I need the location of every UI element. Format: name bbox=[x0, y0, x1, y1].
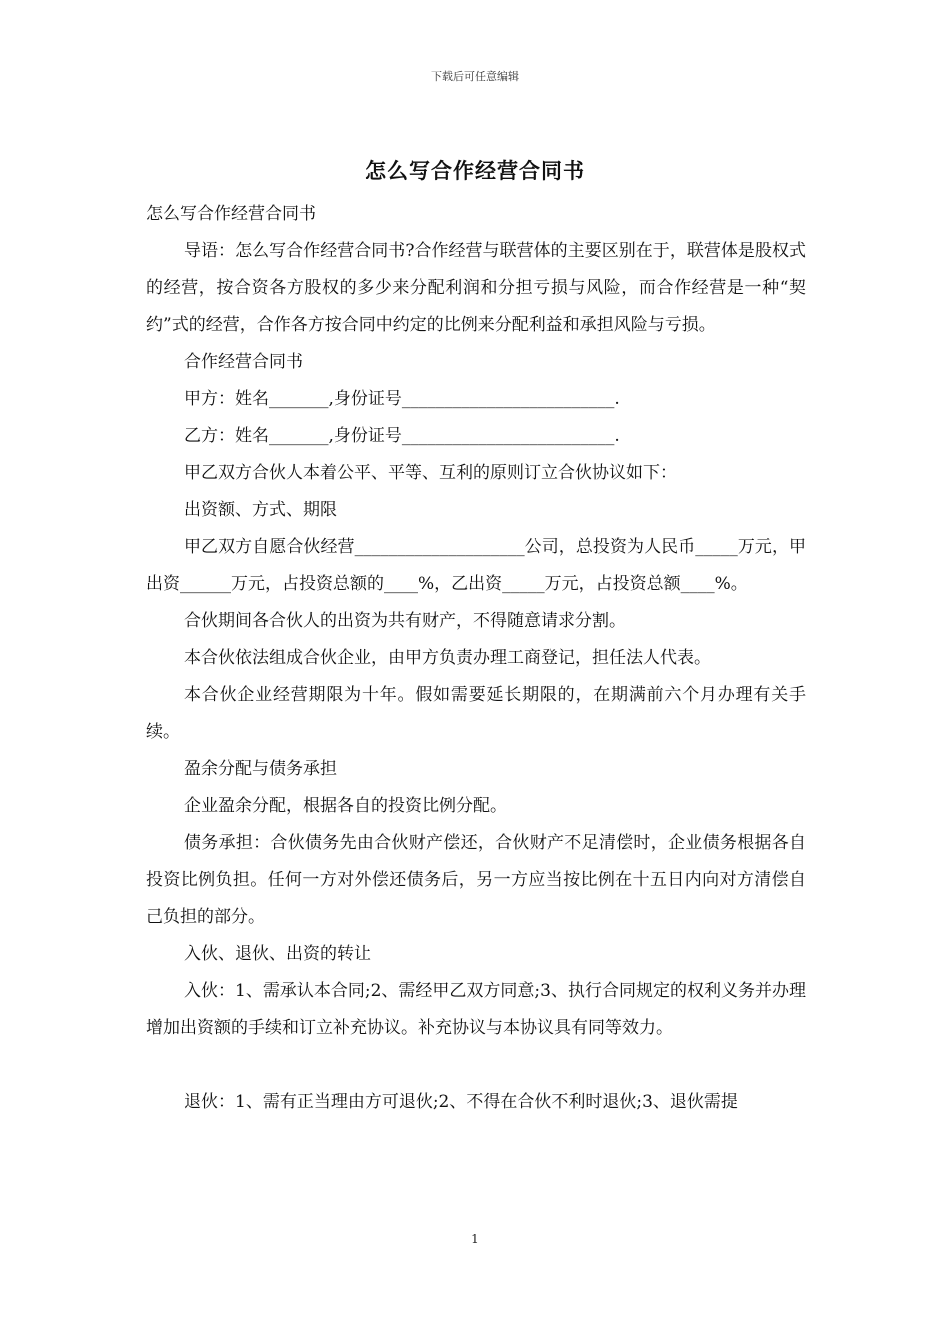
section-heading-admission: 入伙、退伙、出资的转让 bbox=[184, 944, 371, 964]
page-number: 1 bbox=[471, 1232, 479, 1246]
document-body bbox=[146, 196, 806, 1121]
paragraph-debt: 债务承担：合伙债务先由合伙财产偿还，合伙财产不足清偿时，企业债务根据各自投资比例负担。任何一方对外偿还债务后，另一方应当按比例在十五日内向对方清偿自己负担的部分。 bbox=[146, 833, 806, 927]
paragraph-capital: 甲乙双方自愿合伙经营____________________公司，总投资为人民币_____万元，甲出资______万元，占投资总额的____%，乙出资_____万元，占投资总额____%。 bbox=[146, 537, 806, 594]
paragraph-contract-heading: 合作经营合同书 bbox=[184, 352, 303, 372]
paragraph-profit: 企业盈余分配，根据各自的投资比例分配。 bbox=[184, 796, 507, 816]
page-header: 下载后可任意编辑 bbox=[431, 70, 519, 83]
paragraph-party-a: 甲方：姓名_______,身份证号_________________________. bbox=[184, 389, 620, 409]
section-heading-capital: 出资额、方式、期限 bbox=[184, 500, 337, 520]
paragraph-agreement: 甲乙双方合伙人本着公平、平等、互利的原则订立合伙协议如下： bbox=[184, 463, 677, 483]
paragraph-term: 本合伙企业经营期限为十年。假如需要延长期限的，在期满前六个月办理有关手续。 bbox=[146, 685, 806, 742]
document-title: 怎么写合作经营合同书 bbox=[365, 158, 585, 183]
paragraph-subtitle: 怎么写合作经营合同书 bbox=[146, 204, 316, 224]
paragraph-withdrawal: 退伙：1、需有正当理由方可退伙;2、不得在合伙不利时退伙;3、退伙需提 bbox=[184, 1092, 738, 1112]
paragraph-admission: 入伙：1、需承认本合同;2、需经甲乙双方同意;3、执行合同规定的权利义务并办理增加出资额的手续和订立补充协议。补充协议与本协议具有同等效力。 bbox=[146, 981, 806, 1038]
section-heading-profit: 盈余分配与债务承担 bbox=[184, 759, 337, 779]
paragraph-party-b: 乙方：姓名_______,身份证号_________________________. bbox=[184, 426, 620, 446]
paragraph-common-property: 合伙期间各合伙人的出资为共有财产，不得随意请求分割。 bbox=[184, 611, 626, 631]
paragraph-intro: 导语：怎么写合作经营合同书?合作经营与联营体的主要区别在于，联营体是股权式的经营，按合资各方股权的多少来分配利润和分担亏损与风险，而合作经营是一种“契约”式的经营，合作各方按合同中约定的比例来分配利益和承担风险与亏损。 bbox=[146, 241, 806, 335]
paragraph-registration: 本合伙依法组成合伙企业，由甲方负责办理工商登记，担任法人代表。 bbox=[184, 648, 711, 668]
